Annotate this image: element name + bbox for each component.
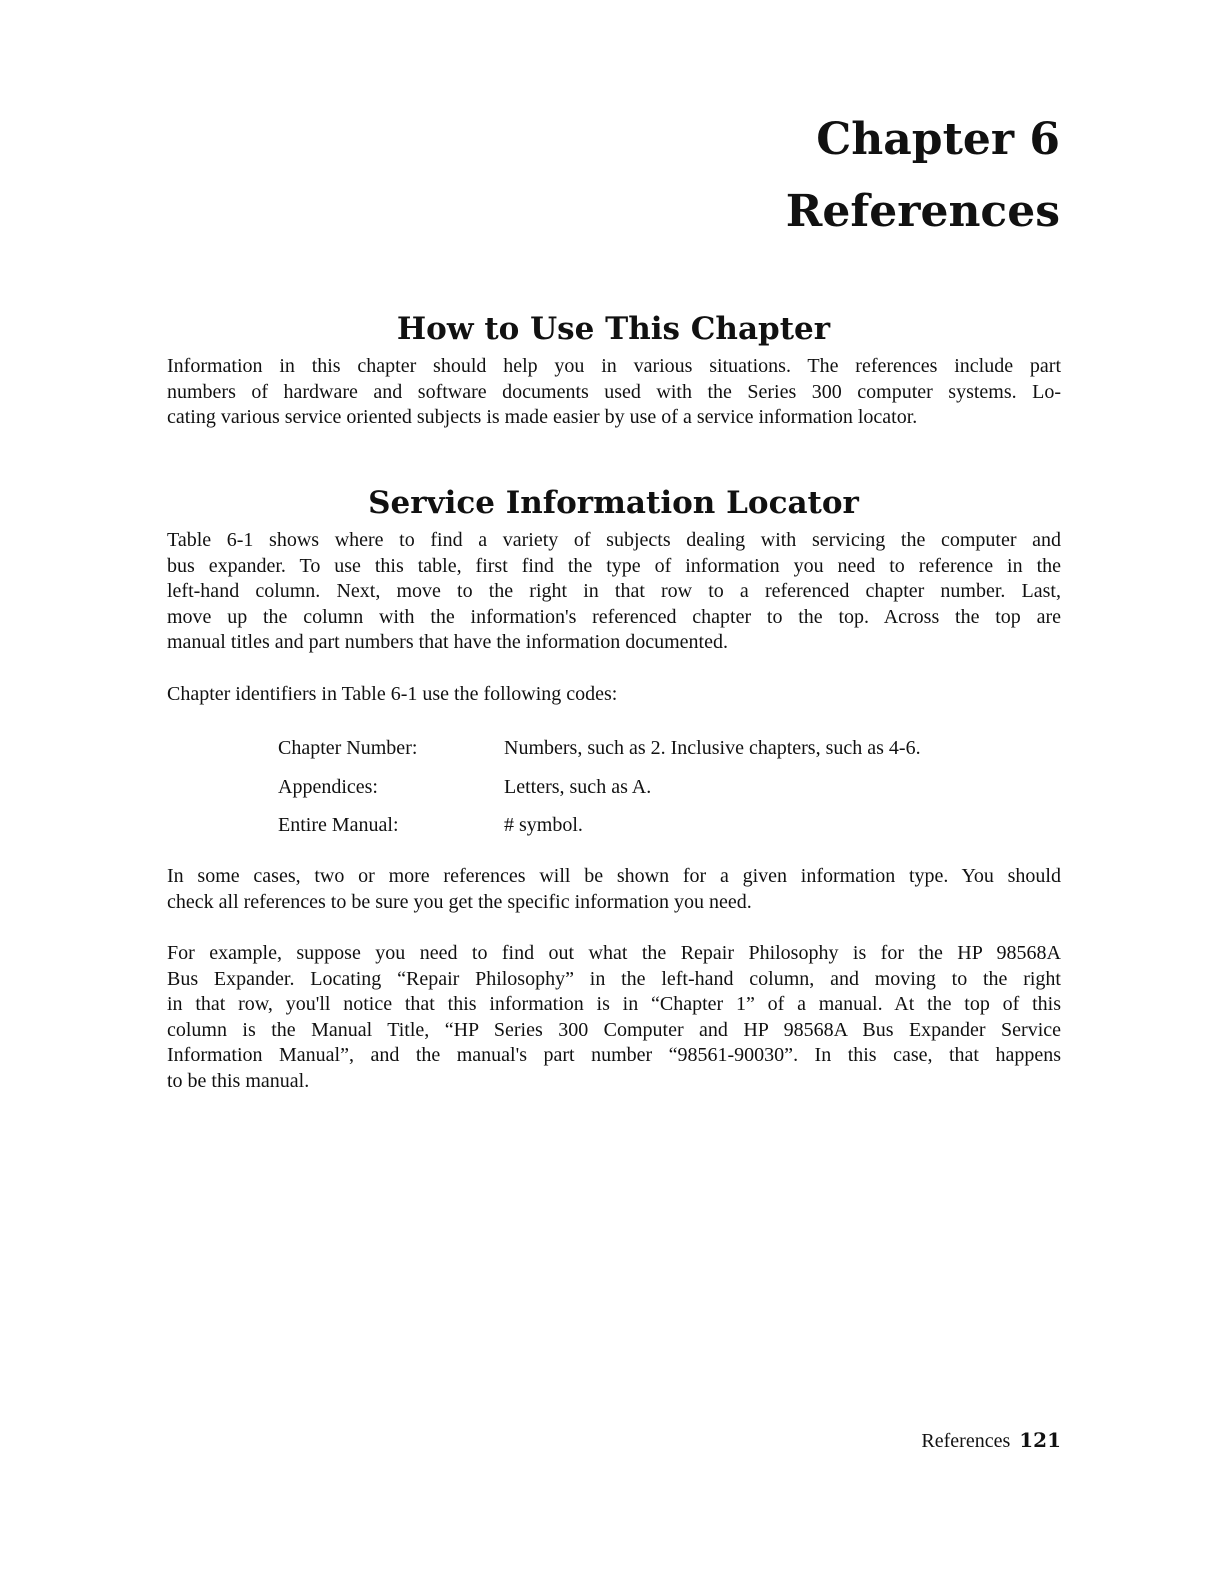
how-to-use-paragraph (167, 354, 1061, 431)
code-row (278, 772, 921, 811)
code-label: Chapter Number: (278, 737, 418, 759)
chapter-code-list (278, 733, 921, 849)
paragraph-line: check all references to be sure you get the specific information you need. (167, 890, 752, 913)
code-label: Appendices: (278, 775, 378, 798)
codes-intro-paragraph (167, 682, 1061, 708)
footer-label: References (921, 1430, 1011, 1452)
code-value: Numbers, such as 2. Inclusive chapters, such as 4-6. (504, 737, 921, 759)
paragraph-line: left-hand column. Next, move to the right in that row to a referenced chapter number. Last, (167, 580, 1061, 603)
paragraph-line: Table 6-1 shows where to find a variety of subjects dealing with servicing the computer and (167, 529, 1061, 551)
code-value: Letters, such as A. (504, 775, 652, 798)
paragraph-line: In some cases, two or more references will be shown for a given information type. You should (167, 865, 1061, 887)
paragraph-line: to be this manual. (167, 1069, 310, 1092)
code-label: Entire Manual: (278, 814, 399, 836)
paragraph-line: Chapter identifiers in Table 6-1 use the following codes: (167, 683, 618, 705)
paragraph-line: cating various service oriented subjects is made easier by use of a service information locator. (167, 406, 918, 429)
paragraph-line: in that row, you'll notice that this information is in “Chapter 1” of a manual. At the top of this (167, 993, 1061, 1016)
page-footer (921, 1427, 1061, 1454)
paragraph-line: bus expander. To use this table, first find the type of information you need to reference in the (167, 554, 1061, 577)
page-number: 121 (1019, 1428, 1061, 1452)
section-heading-how-to-use: How to Use This Chapter (396, 311, 831, 347)
paragraph-line: Information Manual”, and the manual's part number “98561-90030”. In this case, that happens (167, 1044, 1061, 1067)
paragraph-line: Bus Expander. Locating “Repair Philosophy” in the left-hand column, and moving to the right (167, 967, 1061, 990)
chapter-heading (786, 104, 1060, 248)
example-paragraph (167, 941, 1061, 1095)
cases-paragraph (167, 864, 1061, 915)
locator-intro-paragraph (167, 528, 1061, 656)
code-row (278, 733, 921, 772)
paragraph-line: manual titles and part numbers that have the information documented. (167, 631, 728, 654)
paragraph-line: Information in this chapter should help you in various situations. The references include part (167, 355, 1061, 377)
paragraph-line: move up the column with the information's referenced chapter to the top. Across the top are (167, 605, 1061, 628)
chapter-title: References (785, 186, 1060, 237)
code-value: # symbol. (504, 814, 583, 836)
section-heading-locator: Service Information Locator (368, 485, 859, 521)
paragraph-line: numbers of hardware and software documents used with the Series 300 computer systems. Lo- (167, 380, 1061, 403)
paragraph-line: column is the Manual Title, “HP Series 300 Computer and HP 98568A Bus Expander Service (167, 1018, 1061, 1041)
chapter-number-label: Chapter 6 (816, 114, 1060, 165)
code-row (278, 810, 921, 849)
paragraph-line: For example, suppose you need to find out what the Repair Philosophy is for the HP 98568A (167, 942, 1061, 964)
